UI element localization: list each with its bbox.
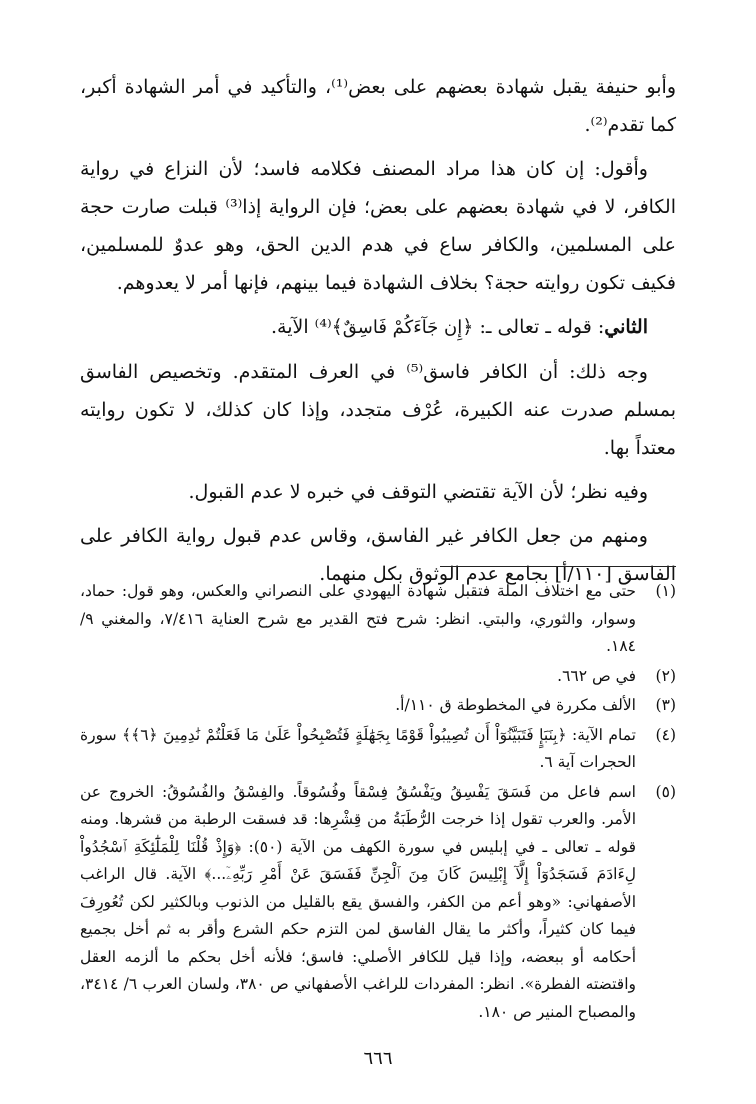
page-number: ٦٦٦ — [363, 1048, 393, 1069]
footnote-number: (٣) — [655, 696, 676, 714]
second-label: الثاني — [604, 316, 648, 338]
paragraph-1: وأبو حنيفة يقبل شهادة بعضهم على بعض⁽¹⁾، والتأكيد في أمر الشهادة أكبر، كما تقدم⁽²⁾. — [80, 76, 677, 136]
paragraph-2: وأقول: إن كان هذا مراد المصنف فكلامه فاسد؛ لأن النزاع في رواية الكافر، لا في شهادة بعضهم على بعض؛ فإن الرواية إذا⁽³⁾ قبلت صارت حجة على المسلمين، والكافر ساع في هدم الدين الحق، وهو عدوٌ للمسلمين، فكيف تكون روايته حجة؟ بخلاف الشهادة فيما بينهم، فإنها أمر لا يعدوهم. — [80, 158, 676, 294]
footnote-4 — [80, 722, 676, 777]
footnote-number: (٥) — [655, 782, 676, 801]
second-text-before: : قوله ـ تعالى ـ: ﴿ — [462, 316, 605, 338]
paragraph-5: ومنهم من جعل الكافر غير الفاسق، وقاس عدم قبول رواية الكافر على الفاسق [١١٠/أ] بجامع عدم الوثوق بكل منهما. — [80, 525, 676, 585]
paragraph-4: وفيه نظر؛ لأن الآية تقتضي التوقف في خبره لا عدم القبول. — [188, 481, 648, 503]
main-text — [80, 68, 676, 599]
footnote-text: حتى مع اختلاف الملة فتقبل شهادة اليهودي على النصراني والعكس، وهو قول: حماد، وسوار، والثوري، والبتي. انظر: شرح فتح القدير مع شرح العناية ٧/٤١٦، والمغني ٩/ ١٨٤. — [80, 582, 636, 655]
footnote-divider — [440, 566, 676, 567]
footnote-number: (١) — [655, 582, 676, 600]
paragraph-3: وجه ذلك: أن الكافر فاسق⁽⁵⁾ في العرف المتقدم. وتخصيص الفاسق بمسلم صدرت عنه الكبيرة، عُرْف متجدد، وإذا كان كذلك، لا تكون روايته معتداً بها. — [80, 361, 676, 459]
footnote-text: في ص ٦٦٢. — [557, 666, 636, 685]
footnote-number: (٢) — [655, 666, 676, 685]
quran-verse: إِن جَآءَكُمْ فَاسِقٌ — [342, 317, 463, 338]
footnote-3 — [80, 692, 676, 720]
footnotes — [80, 578, 676, 1028]
footnote-1 — [80, 578, 676, 661]
footnote-5 — [80, 779, 676, 1027]
second-text-after: ﴾⁽⁴⁾ الآية. — [271, 316, 343, 338]
footnote-2 — [80, 663, 676, 691]
footnote-number: (٤) — [655, 725, 676, 744]
paragraph-second-point — [80, 308, 676, 347]
footnote-text: الألف مكررة في المخطوطة ق ١١٠/أ. — [395, 696, 636, 714]
footnote-text: تمام الآية: ﴿بِنَبَإٍ فَتَبَيَّنُوٓاْ أَن تُصِيبُواْ قَوْمًا بِجَهَٰلَةٍ فَتُصْبِحُواْ عَلَىٰ مَا فَعَلْتُمْ نَٰدِمِينَ ﴿٦﴾﴾ سورة الحجرات آية ٦. — [80, 725, 636, 771]
footnote-text: اسم فاعل من فَسَقَ يَفْسِقُ ويَفْسُقُ فِسْقاً وفُسُوقاً. والفِسْقُ والفُسُوقُ: الخروج عن الأمر. والعرب تقول إذا خرجت الرُّطَبَةُ من قِشْرِها: قد فسقت الرطبة من قشرها. ومنه قوله ـ تعالى ـ في إبليس في سورة الكهف من الآية (٥٠): ﴿وَإِذْ قُلْنَا لِلْمَلَٰٓئِكَةِ ٱسْجُدُواْ لِءَادَمَ فَسَجَدُوٓاْ إِلَّآ إِبْلِيسَ كَانَ مِنَ ٱلْجِنِّ فَفَسَقَ عَنْ أَمْرِ رَبِّهِۦٓ...﴾ الآية. قال الراغب الأصفهاني: «وهو أعم من الكفر، والفسق يقع بالقليل من الذنوب وبالكثير لكن تُعُورِفَ فيما كان كثيراً، وأكثر ما يقال الفاسق لمن التزم حكم الشرع وأقر به ثم أخل بجميع أحكامه أو ببعضه، وإذا قيل للكافر الأصلي: فاسق؛ فلأنه أخل بحكم ما ألزمه العقل واقتضته الفطرة». انظر: المفردات للراغب الأصفهاني ص ٣٨٠، ولسان العرب ٦/ ٣٤١٤، والمصباح المنير ص ١٨٠. — [80, 782, 636, 1021]
